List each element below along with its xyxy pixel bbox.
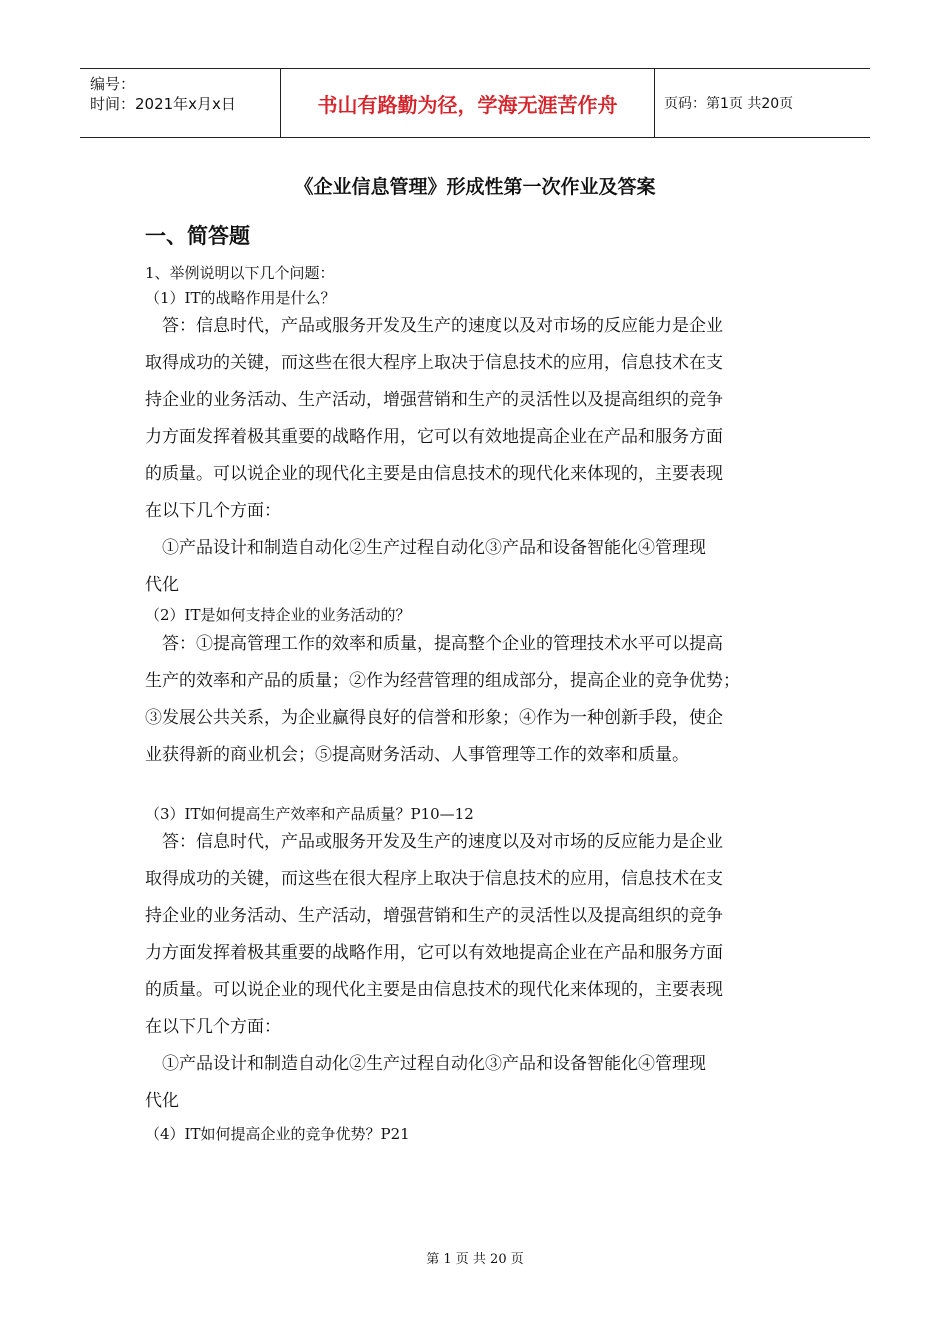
question-3: （3）IT如何提高生产效率和产品质量？P10—12: [145, 805, 474, 823]
answer-line: 取得成功的关键，而这些在很大程序上取决于信息技术的应用，信息技术在支: [145, 869, 723, 889]
date-label: 时间：2021年x月x日: [90, 95, 236, 113]
document-title: 《企业信息管理》形成性第一次作业及答案: [294, 176, 656, 198]
answer-line: 的质量。可以说企业的现代化主要是由信息技术的现代化来体现的，主要表现: [145, 980, 723, 1000]
motto: 书山有路勤为径，学海无涯苦作舟: [280, 69, 655, 137]
question-4: （4）IT如何提高企业的竞争优势？P21: [145, 1125, 410, 1143]
answer-line: 代化: [145, 575, 179, 595]
question-2: （2）IT是如何支持企业的业务活动的？: [145, 606, 411, 624]
page-label: 页码：第1页 共20页: [664, 96, 794, 112]
answer-line: 取得成功的关键，而这些在很大程序上取决于信息技术的应用，信息技术在支: [145, 353, 723, 373]
answer-line: 力方面发挥着极其重要的战略作用，它可以有效地提高企业在产品和服务方面: [145, 943, 723, 963]
answer-line: ③发展公共关系，为企业赢得良好的信誉和形象；④作为一种创新手段，使企: [145, 708, 723, 728]
answer-line: 在以下几个方面：: [145, 501, 281, 521]
answer-line: 力方面发挥着极其重要的战略作用，它可以有效地提高企业在产品和服务方面: [145, 427, 723, 447]
header-meta: [80, 69, 280, 137]
question-1: （1）IT的战略作用是什么？: [145, 289, 336, 307]
question-intro: 1、举例说明以下几个问题：: [145, 264, 335, 282]
answer-line: 持企业的业务活动、生产活动，增强营销和生产的灵活性以及提高组织的竞争: [145, 390, 723, 410]
answer-line: 生产的效率和产品的质量；②作为经营管理的组成部分，提高企业的竞争优势；: [145, 671, 740, 691]
answer-line: 业获得新的商业机会；⑤提高财务活动、人事管理等工作的效率和质量。: [145, 745, 689, 765]
answer-line: 在以下几个方面：: [145, 1017, 281, 1037]
header-table: [80, 68, 870, 138]
page-info: [654, 69, 870, 137]
answer-line: 的质量。可以说企业的现代化主要是由信息技术的现代化来体现的，主要表现: [145, 464, 723, 484]
section-heading: 一、简答题: [145, 224, 250, 248]
answer-line: 答：①提高管理工作的效率和质量，提高整个企业的管理技术水平可以提高: [145, 634, 723, 654]
answer-line: 代化: [145, 1091, 179, 1111]
answer-line: 答：信息时代，产品或服务开发及生产的速度以及对市场的反应能力是企业: [145, 832, 723, 852]
answer-line: ①产品设计和制造自动化②生产过程自动化③产品和设备智能化④管理现: [145, 1054, 706, 1074]
number-label: 编号：: [90, 75, 136, 93]
page-footer: 第 1 页 共 20 页: [426, 1252, 524, 1267]
answer-line: ①产品设计和制造自动化②生产过程自动化③产品和设备智能化④管理现: [145, 538, 706, 558]
answer-line: 答：信息时代，产品或服务开发及生产的速度以及对市场的反应能力是企业: [145, 316, 723, 336]
answer-line: 持企业的业务活动、生产活动，增强营销和生产的灵活性以及提高组织的竞争: [145, 906, 723, 926]
